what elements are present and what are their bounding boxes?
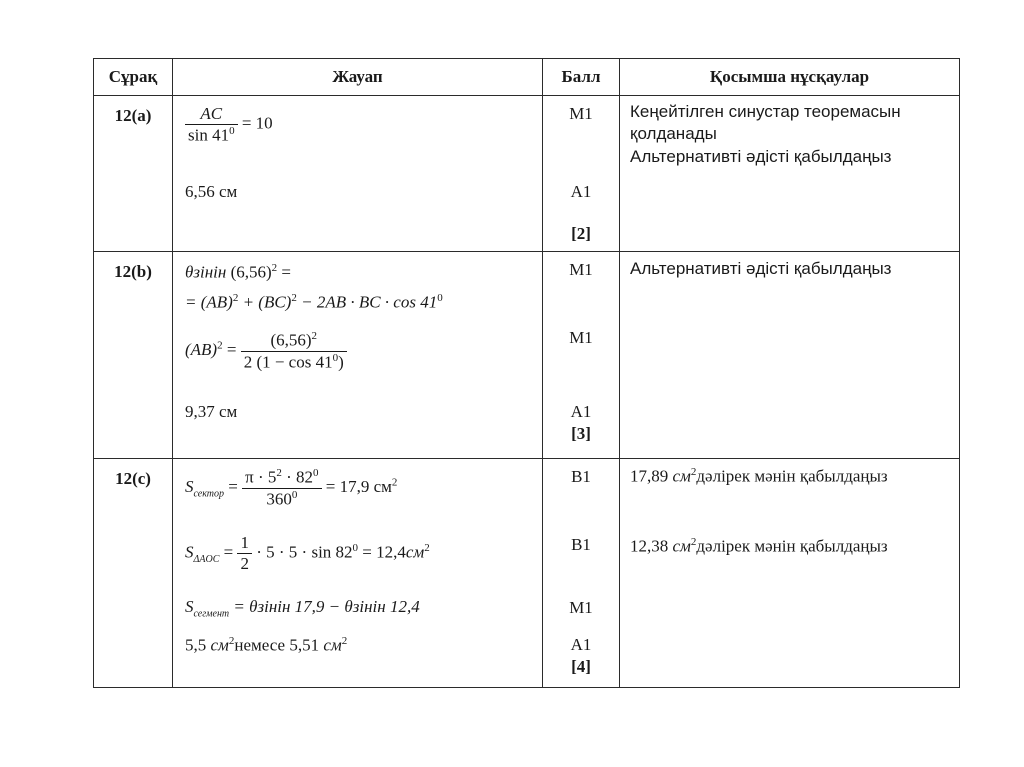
note-line: Альтернативті әдісті қабылдаңыз	[630, 259, 892, 278]
header-notes: Қосымша нұсқаулар	[620, 59, 960, 96]
header-answer: Жауап	[173, 59, 543, 96]
mark-code: A1	[570, 182, 592, 201]
formula-ab-squared: (AB)$^2$ = $\frac{(6,56)^2}{2 (1 - \cos 41^0)}$	[185, 330, 347, 372]
note-line: 12,38 $см^2дәлірек$ мәнін қабылдаңыз	[630, 536, 888, 556]
mark-code: M1	[569, 260, 593, 279]
note-line: Кеңейтілген синустар теоремасын	[630, 102, 901, 121]
answer-cell	[173, 252, 543, 459]
formula-triangle-area: $S_{\Delta AOC}$ = $\frac{1}{2}$ · $5 \cdot 5 \cdot \sin 82^0 = 12,4см^2$	[185, 533, 430, 573]
answer-result: 6,56 см	[185, 182, 238, 201]
mark-code: B1	[571, 535, 591, 554]
table-row	[94, 96, 960, 252]
formula-segment-area: $S_{сегмент}$ = θзінін 17,9 − θзінін 12,4	[185, 597, 420, 620]
header-marks: Балл	[543, 59, 620, 96]
formula-cosine-line1: θзінін $(6,56)^2$ =	[185, 262, 291, 282]
mark-code: B1	[571, 467, 591, 486]
question-id-cell	[94, 96, 173, 252]
header-question: Сұрақ	[94, 59, 173, 96]
mark-code: A1	[570, 402, 592, 421]
answer-cell	[173, 459, 543, 688]
formula-cosine-line2: = (AB)$^2$ + (BC)$^2$ − 2AB · BC · $\cos 41^0$	[185, 292, 443, 312]
answer-result: 9,37 см	[185, 402, 238, 421]
question-id: 12(c)	[115, 469, 151, 488]
header-row	[94, 59, 960, 96]
mark-total: [4]	[571, 657, 591, 676]
formula-sine-rule: $\frac{AC}{\sin 41^0}$ = 10	[185, 104, 273, 146]
mark-total: [3]	[571, 424, 591, 443]
formula-sector-area: $S_{сектор}$ = $\frac{\pi \cdot 5^2 \cdot 82^0}{360^0}$ = 17,9 $см^2$	[185, 467, 398, 509]
mark-code: A1	[570, 635, 592, 654]
mark-code: M1	[569, 598, 593, 617]
table-row	[94, 459, 960, 688]
mark-code: M1	[569, 328, 593, 347]
mark-code: M1	[569, 104, 593, 123]
note-line: Альтернативті әдісті қабылдаңыз	[630, 147, 892, 166]
mark-total: [2]	[571, 224, 591, 243]
marking-scheme-table	[93, 58, 960, 688]
notes-cell	[620, 252, 960, 459]
note-line: қолданады	[630, 124, 717, 143]
answer-result: 5,5 $см^2немесе$ 5,51 $см^2$	[185, 635, 348, 655]
notes-cell	[620, 96, 960, 252]
table-row	[94, 252, 960, 459]
marks-cell	[543, 96, 620, 252]
marks-cell	[543, 459, 620, 688]
marks-cell	[543, 252, 620, 459]
notes-cell	[620, 459, 960, 688]
answer-cell	[173, 96, 543, 252]
note-line: 17,89 $см^2дәлірек$ мәнін қабылдаңыз	[630, 466, 888, 486]
question-id-cell	[94, 252, 173, 459]
question-id-cell	[94, 459, 173, 688]
question-id: 12(a)	[114, 106, 152, 125]
question-id: 12(b)	[114, 262, 152, 281]
